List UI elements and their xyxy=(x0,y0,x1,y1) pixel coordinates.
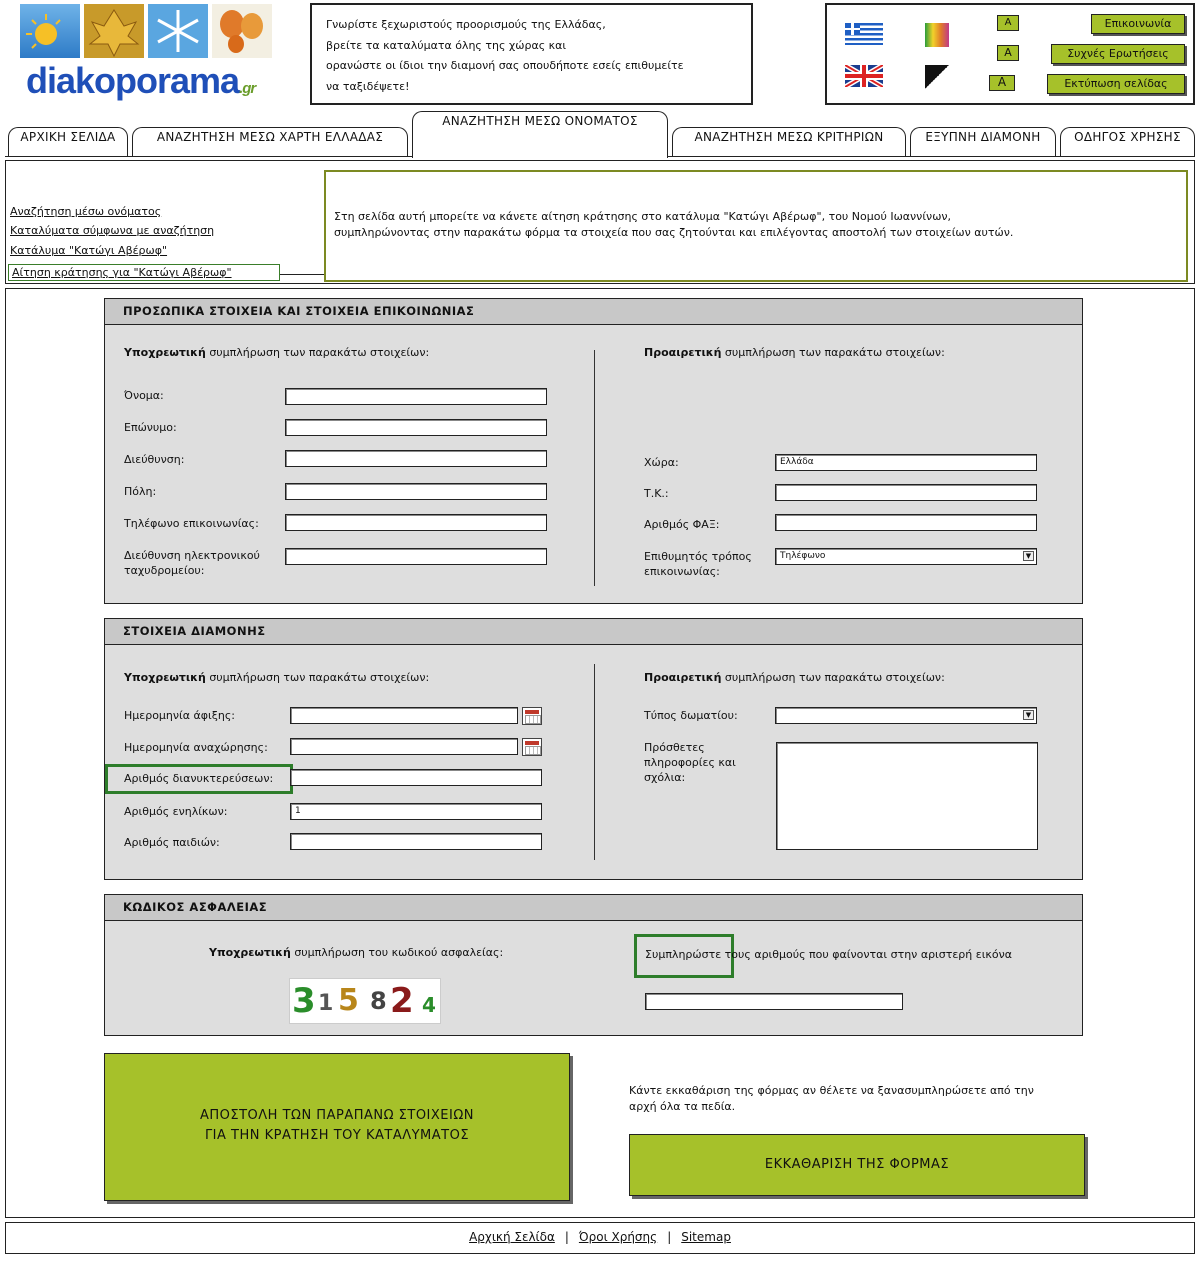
contact-method-select[interactable] xyxy=(775,548,1037,565)
footer-link-terms[interactable]: Όροι Χρήσης xyxy=(578,1230,658,1244)
last-name-input[interactable] xyxy=(285,419,547,436)
comments-label: Πρόσθετες πληροφορίες και σχόλια: xyxy=(644,741,736,784)
captcha-image xyxy=(289,978,441,1024)
first-name-label: Όνομα: xyxy=(124,389,164,402)
logo[interactable] xyxy=(20,4,280,100)
greek-flag-icon[interactable] xyxy=(845,23,883,45)
stay-optional-note: Προαιρετική συμπλήρωση των παρακάτω στοιχείων: xyxy=(644,671,945,684)
butterfly-icon xyxy=(212,4,272,58)
toolbox xyxy=(825,3,1195,105)
font-small-button[interactable]: A xyxy=(997,15,1019,31)
security-panel-title: ΚΩΔΙΚΟΣ ΑΣΦΑΛΕΙΑΣ xyxy=(105,895,1082,921)
clear-form-button[interactable]: ΕΚΚΑΘΑΡΙΣΗ ΤΗΣ ΦΟΡΜΑΣ xyxy=(629,1134,1085,1196)
intro-box xyxy=(310,3,753,105)
last-name-label: Επώνυμο: xyxy=(124,421,177,434)
leaf-icon xyxy=(84,4,144,58)
email-input[interactable] xyxy=(285,548,547,565)
captcha-digit: 2 xyxy=(390,981,414,1021)
intro-line: Γνωρίστε ξεχωριστούς προορισμούς της Ελλάδας, xyxy=(326,18,606,31)
tab-home[interactable]: ΑΡΧΙΚΗ ΣΕΛΙΔΑ xyxy=(8,127,128,156)
phone-input[interactable] xyxy=(285,514,547,531)
comments-textarea[interactable] xyxy=(776,742,1038,850)
postcode-input[interactable] xyxy=(775,484,1037,501)
faq-button[interactable]: Συχνές Ερωτήσεις xyxy=(1051,44,1185,64)
intro-line: να ταξιδέψετε! xyxy=(326,79,410,93)
font-medium-button[interactable]: A xyxy=(997,45,1019,61)
arrival-input[interactable] xyxy=(290,707,518,724)
room-type-select[interactable] xyxy=(775,707,1037,724)
stay-required-note: Υποχρεωτική συμπλήρωση των παρακάτω στοιχείων: xyxy=(124,671,430,684)
page-description xyxy=(324,170,1188,282)
captcha-digit: 1 xyxy=(318,991,334,1016)
contact-button[interactable]: Επικοινωνία xyxy=(1091,14,1185,34)
adults-input[interactable]: 1 xyxy=(290,803,542,820)
footer xyxy=(5,1222,1195,1254)
address-input[interactable] xyxy=(285,450,547,467)
country-label: Χώρα: xyxy=(644,456,679,469)
chevron-down-icon[interactable]: ▼ xyxy=(1023,710,1034,720)
tab-smart-stay[interactable]: ΕΞΥΠΝΗ ΔΙΑΜΟΝΗ xyxy=(910,127,1056,156)
submit-button[interactable] xyxy=(104,1053,570,1201)
panel-divider xyxy=(594,664,595,860)
tab-map-search[interactable]: ΑΝΑΖΗΤΗΣΗ ΜΕΣΩ ΧΑΡΤΗ ΕΛΛΑΔΑΣ xyxy=(132,127,408,156)
description-line: Στη σελίδα αυτή μπορείτε να κάνετε αίτηση κράτησης στο κατάλυμα "Κατώγι Αβέρωφ", του Νομού Ιωαννίνων, xyxy=(334,210,952,223)
security-required-note: Υποχρεωτική συμπλήρωση του κωδικού ασφαλείας: xyxy=(209,946,504,959)
captcha-digit: 4 xyxy=(422,993,436,1017)
panel-divider xyxy=(594,350,595,586)
tab-user-guide[interactable]: ΟΔΗΓΟΣ ΧΡΗΣΗΣ xyxy=(1060,127,1195,156)
captcha-digit: 3 xyxy=(292,981,316,1021)
captcha-input[interactable] xyxy=(645,993,903,1010)
footer-link-sitemap[interactable]: Sitemap xyxy=(681,1230,731,1244)
personal-required-note: Υποχρεωτική συμπλήρωση των παρακάτω στοιχείων: xyxy=(124,346,430,359)
first-name-input[interactable] xyxy=(285,388,547,405)
captcha-digit: 5 xyxy=(338,983,359,1018)
footer-link-home[interactable]: Αρχική Σελίδα xyxy=(469,1230,555,1244)
contact-method-label: Επιθυμητός τρόπος επικοινωνίας: xyxy=(644,550,752,578)
city-input[interactable] xyxy=(285,483,547,500)
submit-label: ΓΙΑ ΤΗΝ ΚΡΑΤΗΣΗ ΤΟΥ ΚΑΤΑΛΥΜΑΤΟΣ xyxy=(204,1128,470,1143)
departure-label: Ημερομηνία αναχώρησης: xyxy=(124,741,268,754)
tab-name-search[interactable]: ΑΝΑΖΗΤΗΣΗ ΜΕΣΩ ΟΝΟΜΑΤΟΣ xyxy=(412,111,668,158)
arrival-label: Ημερομηνία άφιξης: xyxy=(124,709,236,722)
breadcrumb-current: Αίτηση κράτησης για "Κατώγι Αβέρωφ" xyxy=(8,264,280,281)
chevron-down-icon[interactable]: ▼ xyxy=(1023,551,1034,561)
security-panel xyxy=(104,894,1083,1036)
departure-input[interactable] xyxy=(290,738,518,755)
personal-optional-note: Προαιρετική συμπλήρωση των παρακάτω στοιχείων: xyxy=(644,346,945,359)
children-label: Αριθμός παιδιών: xyxy=(124,836,220,849)
stay-panel-title: ΣΤΟΙΧΕΙΑ ΔΙΑΜΟΝΗΣ xyxy=(105,619,1082,645)
personal-panel-title: ΠΡΟΣΩΠΙΚΑ ΣΤΟΙΧΕΙΑ ΚΑΙ ΣΤΟΙΧΕΙΑ ΕΠΙΚΟΙΝΩΝΙΑΣ xyxy=(105,299,1082,325)
calendar-icon[interactable] xyxy=(522,707,542,725)
sun-icon xyxy=(20,4,80,58)
breadcrumb-link[interactable]: Αναζήτηση μέσω ονόματος xyxy=(10,205,162,218)
description-line: συμπληρώνοντας στην παρακάτω φόρμα τα στοιχεία που σας ζητούνται και επιλέγοντας αποστολή των στοιχείων αυτών. xyxy=(334,226,1014,239)
email-label: Διεύθυνση ηλεκτρονικού ταχυδρομείου: xyxy=(124,549,260,577)
fax-label: Αριθμός ΦΑΞ: xyxy=(644,518,720,531)
nights-label: Αριθμός διανυκτερεύσεων: xyxy=(124,772,274,785)
contact-method-value: Τηλέφωνο xyxy=(780,551,826,561)
adults-label: Αριθμός ενηλίκων: xyxy=(124,805,228,818)
captcha-instruction: Συμπληρώστε τους αριθμούς που φαίνονται στην αριστερή εικόνα xyxy=(645,948,1013,961)
color-contrast-icon[interactable] xyxy=(925,23,949,47)
address-label: Διεύθυνση: xyxy=(124,453,185,466)
breadcrumb-connector xyxy=(280,274,326,275)
intro-line: ορανώστε οι ίδιοι την διαμονή σας οπουδήποτε εσείς επιθυμείτε xyxy=(326,59,684,72)
clear-note: Κάντε εκκαθάριση της φόρμας αν θέλετε να ξανασυμπληρώσετε από την αρχή όλα τα πεδία. xyxy=(629,1084,1034,1113)
fax-input[interactable] xyxy=(775,514,1037,531)
captcha-digit: 8 xyxy=(370,987,387,1015)
footer-separator: | xyxy=(564,1230,569,1244)
print-button[interactable]: Εκτύπωση σελίδας xyxy=(1047,74,1185,94)
intro-line: βρείτε τα καταλύματα όλης της χώρας και xyxy=(326,38,567,52)
uk-flag-icon[interactable] xyxy=(845,65,883,87)
city-label: Πόλη: xyxy=(124,485,157,498)
font-large-button[interactable]: A xyxy=(989,75,1015,91)
breadcrumb-link[interactable]: Κατάλυμα "Κατώγι Αβέρωφ" xyxy=(10,244,168,257)
submit-label: ΑΠΟΣΤΟΛΗ ΤΩΝ ΠΑΡΑΠΑΝΩ ΣΤΟΙΧΕΙΩΝ xyxy=(199,1108,474,1123)
snowflake-icon xyxy=(148,4,208,58)
phone-label: Τηλέφωνο επικοινωνίας: xyxy=(124,517,259,530)
postcode-label: Τ.Κ.: xyxy=(644,487,669,500)
nights-input[interactable] xyxy=(290,769,542,786)
breadcrumb-link[interactable]: Καταλύματα σύμφωνα με αναζήτηση xyxy=(10,224,215,237)
logo-wordmark: diakoporama xyxy=(26,60,240,101)
tab-criteria-search[interactable]: ΑΝΑΖΗΤΗΣΗ ΜΕΣΩ ΚΡΙΤΗΡΙΩΝ xyxy=(672,127,906,156)
calendar-icon[interactable] xyxy=(522,738,542,756)
logo-tld: .gr xyxy=(239,80,256,97)
high-contrast-icon[interactable] xyxy=(925,65,949,89)
footer-separator: | xyxy=(667,1230,672,1244)
children-input[interactable] xyxy=(290,833,542,850)
country-input[interactable]: Ελλάδα xyxy=(775,454,1037,471)
room-type-label: Τύπος δωματίου: xyxy=(644,709,738,722)
